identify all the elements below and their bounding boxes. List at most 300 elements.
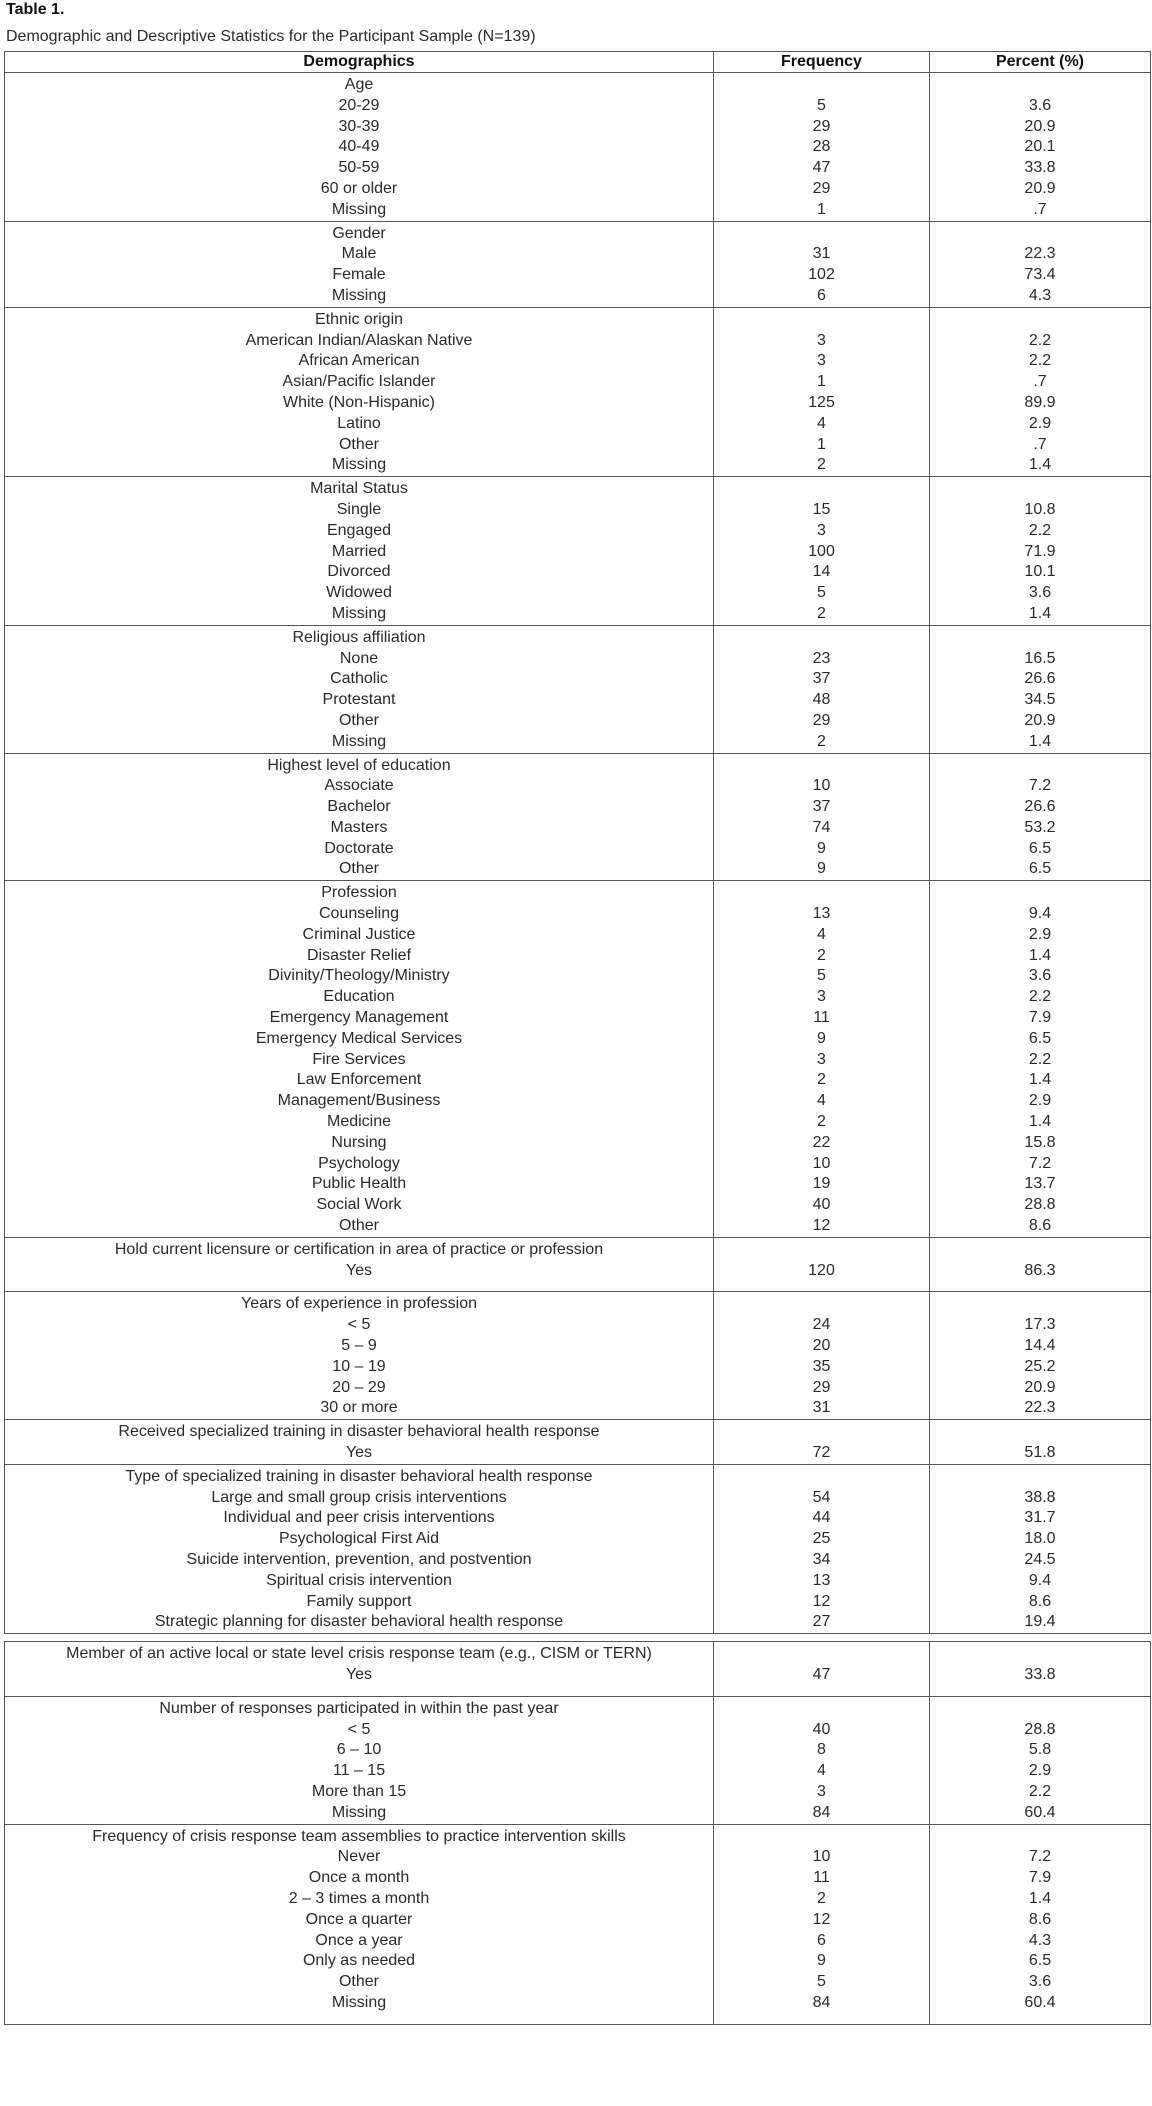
percent-value: 89.9 (1024, 393, 1056, 411)
group-title: Received specialized training in disaster behavioral health response (118, 1423, 600, 1441)
percent-value: 17.3 (1024, 1316, 1056, 1334)
percent-value: 10.8 (1024, 500, 1056, 518)
percent-value: 2.2 (1028, 352, 1052, 370)
percent-value: 20.9 (1024, 711, 1056, 729)
demographic-cell (5, 1420, 714, 1465)
percent-value: .7 (1033, 435, 1047, 453)
group-title: Religious affiliation (292, 628, 426, 646)
frequency-value: 2 (817, 946, 826, 964)
percent-cell (930, 1642, 1151, 1697)
frequency-value: 2 (817, 1889, 826, 1907)
frequency-value: 10 (812, 1848, 831, 1866)
percent-value: 15.8 (1024, 1133, 1056, 1151)
category-label: 30 or more (320, 1399, 398, 1417)
frequency-value: 47 (812, 159, 831, 177)
percent-value: 73.4 (1024, 266, 1056, 284)
category-label: White (Non-Hispanic) (282, 393, 436, 411)
percent-value: 86.3 (1024, 1261, 1056, 1279)
category-label: Psychology (318, 1154, 400, 1172)
frequency-value: 12 (812, 1592, 831, 1610)
frequency-value: 100 (808, 542, 835, 560)
demographic-cell (5, 625, 714, 753)
frequency-cell (714, 1642, 930, 1697)
category-label: 50-59 (338, 159, 380, 177)
category-label: Missing (331, 604, 387, 622)
frequency-value: 72 (812, 1444, 831, 1461)
frequency-value: 14 (812, 563, 831, 581)
category-label: Missing (331, 200, 387, 218)
frequency-value: 44 (812, 1509, 831, 1527)
percent-value: 13.7 (1024, 1175, 1056, 1193)
group-title: Number of responses participated in within the past year (159, 1699, 559, 1717)
category-label: More than 15 (311, 1782, 407, 1800)
category-label: 60 or older (320, 179, 398, 197)
frequency-value: 10 (812, 1154, 831, 1172)
group-row (5, 1420, 1151, 1465)
percent-value: 2.9 (1028, 414, 1052, 432)
frequency-value: 12 (812, 1910, 831, 1928)
header-row (5, 52, 1151, 73)
group-title: Gender (332, 224, 386, 242)
category-label: Male (341, 245, 377, 263)
percent-value: .7 (1033, 373, 1047, 391)
category-label: 20-29 (338, 96, 380, 114)
frequency-value: 5 (817, 584, 826, 602)
percent-value: 24.5 (1024, 1550, 1056, 1568)
percent-value: 38.8 (1024, 1488, 1056, 1506)
frequency-value: 120 (808, 1261, 835, 1279)
frequency-cell (714, 221, 930, 307)
group-title: Ethnic origin (314, 310, 404, 328)
category-label: Once a quarter (305, 1910, 413, 1928)
frequency-value: 6 (817, 1931, 826, 1949)
percent-value: 16.5 (1024, 649, 1056, 667)
frequency-value: 4 (817, 414, 826, 432)
frequency-value: 9 (817, 860, 826, 878)
category-label: Yes (345, 1444, 373, 1461)
group-title: Age (344, 76, 374, 93)
category-label: Other (338, 711, 379, 729)
percent-value: 26.6 (1024, 798, 1056, 816)
frequency-value: 1 (817, 200, 826, 218)
frequency-value: 31 (812, 245, 831, 263)
category-label: Yes (345, 1665, 373, 1683)
category-label: Large and small group crisis interventions (211, 1488, 507, 1506)
frequency-value: 28 (812, 138, 831, 156)
frequency-cell (714, 1237, 930, 1292)
category-label: African American (298, 352, 420, 370)
percent-value: 1.4 (1028, 1071, 1052, 1089)
table-gap (5, 1634, 1151, 1642)
category-label: 10 – 19 (332, 1357, 386, 1375)
category-label: Criminal Justice (302, 925, 416, 943)
frequency-cell (714, 881, 930, 1238)
percent-cell (930, 1420, 1151, 1465)
category-label: Suicide intervention, prevention, and postvention (186, 1550, 532, 1568)
frequency-cell (714, 307, 930, 476)
demographics-table (4, 51, 1151, 2025)
percent-value: 33.8 (1024, 159, 1056, 177)
frequency-value: 35 (812, 1357, 831, 1375)
percent-value: 2.9 (1028, 925, 1052, 943)
category-label: Family support (306, 1592, 412, 1610)
frequency-value: 3 (817, 1050, 826, 1068)
category-label: Missing (331, 456, 387, 474)
frequency-value: 5 (817, 1973, 826, 1991)
percent-value: 19.4 (1024, 1613, 1056, 1631)
group-title: Member of an active local or state level crisis response team (e.g., CISM or TERN) (66, 1645, 652, 1663)
category-label: American Indian/Alaskan Native (245, 331, 473, 349)
category-label: Single (336, 500, 382, 518)
category-label: Yes (345, 1261, 373, 1279)
percent-cell (930, 1292, 1151, 1420)
frequency-value: 8 (817, 1741, 826, 1759)
category-label: 6 – 10 (336, 1741, 382, 1759)
frequency-value: 4 (817, 925, 826, 943)
percent-value: 7.2 (1028, 777, 1052, 795)
group-row (5, 73, 1151, 222)
percent-value: 20.1 (1024, 138, 1056, 156)
demographic-cell (5, 477, 714, 626)
table-label: Table 1. (6, 1, 65, 18)
group-row (5, 221, 1151, 307)
percent-value: 9.4 (1028, 905, 1052, 923)
category-label: Strategic planning for disaster behavioral health response (154, 1613, 564, 1631)
frequency-value: 25 (812, 1530, 831, 1548)
percent-value: 18.0 (1024, 1530, 1056, 1548)
percent-value: 3.6 (1028, 96, 1052, 114)
percent-value: 8.6 (1028, 1592, 1052, 1610)
demographic-cell (5, 73, 714, 222)
frequency-cell (714, 625, 930, 753)
category-label: 30-39 (338, 117, 380, 135)
percent-value: 3.6 (1028, 1973, 1052, 1991)
percent-cell (930, 753, 1151, 881)
frequency-cell (714, 477, 930, 626)
demographic-cell (5, 307, 714, 476)
category-label: Once a year (315, 1931, 403, 1949)
category-label: None (339, 649, 379, 667)
frequency-value: 84 (812, 1993, 831, 2011)
percent-value: 8.6 (1028, 1910, 1052, 1928)
demographic-cell (5, 881, 714, 1238)
category-label: Management/Business (277, 1092, 441, 1110)
category-label: Spiritual crisis intervention (266, 1571, 452, 1589)
percent-value: 22.3 (1024, 1399, 1056, 1417)
frequency-value: 13 (812, 905, 831, 923)
category-label: Asian/Pacific Islander (282, 373, 436, 391)
frequency-value: 2 (817, 732, 826, 750)
percent-value: 1.4 (1028, 1113, 1052, 1131)
frequency-cell (714, 1292, 930, 1420)
percent-value: 1.4 (1028, 946, 1052, 964)
frequency-value: 9 (817, 1029, 826, 1047)
percent-value: 20.9 (1024, 1378, 1056, 1396)
percent-cell (930, 625, 1151, 753)
percent-value: 60.4 (1024, 1803, 1056, 1821)
category-label: Other (338, 860, 379, 878)
group-row (5, 477, 1151, 626)
frequency-cell (714, 1696, 930, 1824)
category-label: 2 – 3 times a month (288, 1889, 430, 1907)
frequency-value: 19 (812, 1175, 831, 1193)
frequency-value: 29 (812, 1378, 831, 1396)
category-label: Latino (337, 414, 381, 432)
category-label: 5 – 9 (341, 1337, 377, 1355)
frequency-value: 2 (817, 1113, 826, 1131)
category-label: Associate (324, 777, 394, 795)
percent-value: 53.2 (1024, 818, 1056, 836)
percent-value: 10.1 (1024, 563, 1056, 581)
group-row (5, 307, 1151, 476)
percent-cell (930, 1464, 1151, 1633)
percent-cell (930, 477, 1151, 626)
frequency-value: 34 (812, 1550, 831, 1568)
frequency-cell (714, 73, 930, 222)
frequency-value: 29 (812, 711, 831, 729)
group-row (5, 625, 1151, 753)
demographic-cell (5, 1237, 714, 1292)
category-label: Masters (330, 818, 388, 836)
demographic-cell (5, 221, 714, 307)
percent-value: 14.4 (1024, 1337, 1056, 1355)
demographic-cell (5, 1642, 714, 1697)
percent-value: 2.2 (1028, 1050, 1052, 1068)
group-title: Highest level of education (267, 756, 451, 774)
group-title: Hold current licensure or certification in area of practice or profession (114, 1240, 604, 1258)
frequency-value: 15 (812, 500, 831, 518)
group-row (5, 1292, 1151, 1420)
group-row (5, 753, 1151, 881)
percent-value: 3.6 (1028, 584, 1052, 602)
percent-value: 28.8 (1024, 1196, 1056, 1214)
percent-value: 7.9 (1028, 1869, 1052, 1887)
frequency-value: 40 (812, 1720, 831, 1738)
category-label: Psychological First Aid (278, 1530, 440, 1548)
percent-value: 6.5 (1028, 839, 1052, 857)
category-label: Medicine (326, 1113, 392, 1131)
percent-value: 5.8 (1028, 1741, 1052, 1759)
category-label: 20 – 29 (332, 1378, 386, 1396)
percent-value: 33.8 (1024, 1665, 1056, 1683)
category-label: < 5 (347, 1316, 371, 1334)
frequency-value: 23 (812, 649, 831, 667)
category-label: Bachelor (327, 798, 391, 816)
group-title: Years of experience in profession (241, 1295, 477, 1313)
group-row (5, 881, 1151, 1238)
frequency-cell (714, 1420, 930, 1465)
frequency-cell (714, 1464, 930, 1633)
category-label: Other (338, 435, 379, 453)
percent-value: 2.2 (1028, 521, 1052, 539)
frequency-value: 3 (817, 331, 826, 349)
percent-value: 2.2 (1028, 988, 1052, 1006)
frequency-value: 5 (817, 967, 826, 985)
percent-value: 4.3 (1028, 286, 1052, 304)
demographic-cell (5, 1292, 714, 1420)
group-title: Marital Status (310, 480, 408, 498)
frequency-value: 12 (812, 1217, 831, 1235)
group-row (5, 1824, 1151, 2024)
frequency-value: 48 (812, 691, 831, 709)
percent-value: 2.9 (1028, 1762, 1052, 1780)
frequency-value: 3 (817, 521, 826, 539)
category-label: Missing (331, 1803, 387, 1821)
frequency-value: 40 (812, 1196, 831, 1214)
header-percent: Percent (%) (930, 52, 1151, 73)
category-label: Divorced (327, 563, 391, 581)
percent-value: 6.5 (1028, 1029, 1052, 1047)
category-label: Individual and peer crisis interventions (223, 1509, 495, 1527)
table-title: Demographic and Descriptive Statistics for the Participant Sample (N=139) (6, 28, 536, 45)
category-label: Missing (331, 286, 387, 304)
percent-value: 1.4 (1028, 732, 1052, 750)
percent-cell (930, 1824, 1151, 2024)
frequency-value: 37 (812, 670, 831, 688)
demographic-cell (5, 1464, 714, 1633)
frequency-value: 27 (812, 1613, 831, 1631)
demographic-cell (5, 753, 714, 881)
category-label: Married (331, 542, 387, 560)
frequency-value: 2 (817, 604, 826, 622)
category-label: Law Enforcement (296, 1071, 422, 1089)
percent-value: 7.9 (1028, 1009, 1052, 1027)
percent-value: 2.9 (1028, 1092, 1052, 1110)
frequency-value: 9 (817, 1952, 826, 1970)
group-title: Profession (321, 884, 397, 902)
category-label: Doctorate (324, 839, 394, 857)
category-label: Fire Services (312, 1050, 406, 1068)
percent-cell (930, 881, 1151, 1238)
category-label: Missing (331, 1993, 387, 2011)
percent-value: 6.5 (1028, 860, 1052, 878)
frequency-value: 1 (817, 373, 826, 391)
category-label: Engaged (326, 521, 392, 539)
percent-value: 71.9 (1024, 542, 1056, 560)
group-title: Frequency of crisis response team assemblies to practice intervention skills (92, 1827, 626, 1845)
percent-value: .7 (1033, 200, 1047, 218)
frequency-value: 102 (808, 266, 835, 284)
frequency-value: 11 (813, 1869, 830, 1887)
category-label: Other (338, 1217, 379, 1235)
category-label: Once a month (308, 1869, 410, 1887)
header-frequency: Frequency (714, 52, 930, 73)
category-label: Emergency Management (269, 1009, 449, 1027)
frequency-value: 3 (817, 988, 826, 1006)
frequency-value: 22 (812, 1133, 831, 1151)
category-label: < 5 (347, 1720, 371, 1738)
percent-cell (930, 221, 1151, 307)
percent-value: 22.3 (1024, 245, 1056, 263)
frequency-value: 74 (812, 818, 831, 836)
category-label: Social Work (316, 1196, 402, 1214)
frequency-cell (714, 1824, 930, 2024)
percent-value: 31.7 (1024, 1509, 1056, 1527)
percent-value: 51.8 (1024, 1444, 1056, 1461)
percent-value: 26.6 (1024, 670, 1056, 688)
table-body (5, 73, 1151, 2025)
category-label: Emergency Medical Services (255, 1029, 463, 1047)
percent-value: 2.2 (1028, 1782, 1052, 1800)
percent-cell (930, 73, 1151, 222)
group-row (5, 1237, 1151, 1292)
group-row (5, 1696, 1151, 1824)
frequency-value: 29 (812, 179, 831, 197)
category-label: Only as needed (302, 1952, 416, 1970)
percent-value: 28.8 (1024, 1720, 1056, 1738)
frequency-value: 31 (812, 1399, 831, 1417)
category-label: Widowed (326, 584, 392, 602)
percent-value: 25.2 (1024, 1357, 1056, 1375)
percent-value: 1.4 (1028, 456, 1052, 474)
group-row (5, 1464, 1151, 1633)
frequency-value: 24 (812, 1316, 831, 1334)
category-label: Education (323, 988, 395, 1006)
frequency-value: 6 (817, 286, 826, 304)
header-demographics: Demographics (5, 52, 714, 73)
percent-value: 20.9 (1024, 179, 1056, 197)
percent-value: 7.2 (1028, 1848, 1052, 1866)
group-title: Type of specialized training in disaster behavioral health response (125, 1467, 593, 1485)
percent-value: 3.6 (1028, 967, 1052, 985)
frequency-value: 125 (808, 393, 835, 411)
percent-cell (930, 1696, 1151, 1824)
frequency-value: 11 (813, 1009, 830, 1027)
frequency-value: 84 (812, 1803, 831, 1821)
category-label: 40-49 (338, 138, 380, 156)
demographic-cell (5, 1824, 714, 2024)
frequency-value: 3 (817, 1782, 826, 1800)
category-label: Protestant (322, 691, 396, 709)
category-label: Female (332, 266, 386, 284)
percent-value: 9.4 (1028, 1571, 1052, 1589)
category-label: Other (338, 1973, 379, 1991)
frequency-value: 20 (812, 1337, 831, 1355)
percent-value: 4.3 (1028, 1931, 1052, 1949)
percent-value: 1.4 (1028, 1889, 1052, 1907)
category-label: 11 – 15 (332, 1762, 386, 1780)
frequency-value: 47 (812, 1665, 831, 1683)
percent-cell (930, 307, 1151, 476)
frequency-value: 13 (812, 1571, 831, 1589)
category-label: Disaster Relief (306, 946, 412, 964)
frequency-value: 37 (812, 798, 831, 816)
frequency-value: 4 (817, 1762, 826, 1780)
percent-value: 60.4 (1024, 1993, 1056, 2011)
percent-value: 34.5 (1024, 691, 1056, 709)
demographic-cell (5, 1696, 714, 1824)
percent-value: 7.2 (1028, 1154, 1052, 1172)
percent-cell (930, 1237, 1151, 1292)
frequency-value: 9 (817, 839, 826, 857)
frequency-value: 2 (817, 456, 826, 474)
category-label: Counseling (318, 905, 400, 923)
percent-value: 6.5 (1028, 1952, 1052, 1970)
percent-value: 1.4 (1028, 604, 1052, 622)
category-label: Catholic (330, 670, 388, 688)
frequency-value: 29 (812, 117, 831, 135)
category-label: Missing (331, 732, 387, 750)
frequency-cell (714, 753, 930, 881)
category-label: Nursing (331, 1133, 387, 1151)
percent-value: 20.9 (1024, 117, 1056, 135)
percent-value: 2.2 (1028, 331, 1052, 349)
frequency-value: 4 (817, 1092, 826, 1110)
group-row (5, 1642, 1151, 1697)
frequency-value: 5 (817, 96, 826, 114)
category-label: Divinity/Theology/Ministry (268, 967, 450, 985)
frequency-value: 10 (812, 777, 831, 795)
